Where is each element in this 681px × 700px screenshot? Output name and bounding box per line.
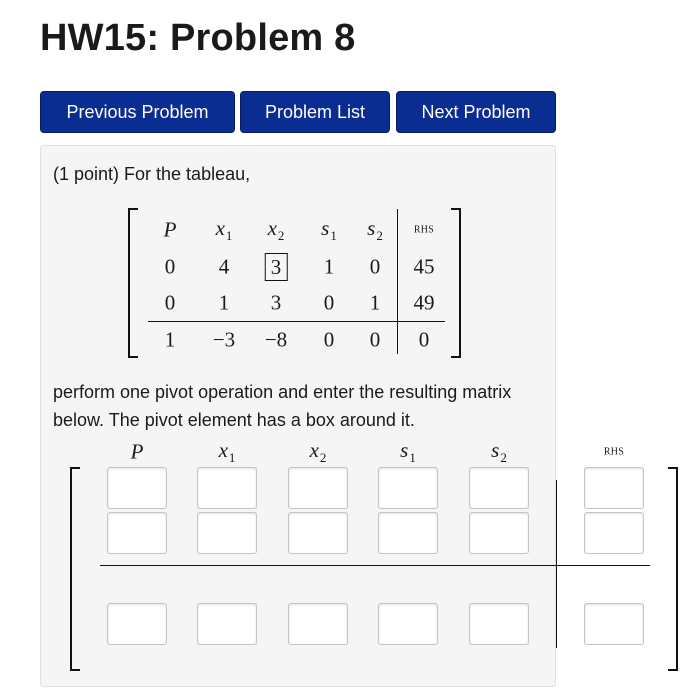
tableau-objective-divider <box>148 321 445 322</box>
answer-left-bracket <box>70 467 80 671</box>
tableau-right-bracket <box>451 208 461 358</box>
tableau-cell: 0 <box>418 327 430 352</box>
tableau-header-rhs: RHS <box>413 224 435 236</box>
answer-rhs-divider <box>556 480 557 648</box>
tableau-cell: 1 <box>218 290 230 315</box>
answer-input-r3-c5[interactable] <box>469 603 529 645</box>
answer-input-r3-c3[interactable] <box>288 603 348 645</box>
answer-input-r2-c2[interactable] <box>197 512 257 554</box>
pivot-element: 3 <box>265 253 288 281</box>
answer-objective-divider <box>100 565 650 566</box>
answer-input-r2-c4[interactable] <box>378 512 438 554</box>
tableau-cell: 3 <box>270 290 282 315</box>
answer-input-r2-c6[interactable] <box>584 512 644 554</box>
tableau-header-p: P <box>163 217 177 242</box>
answer-header-s1: $s_1$ <box>400 438 416 465</box>
answer-input-r3-c6[interactable] <box>584 603 644 645</box>
tableau-rhs-divider <box>397 209 398 354</box>
tableau-cell: 0 <box>164 290 176 315</box>
tableau-header-x1: $x_1$ <box>215 216 233 243</box>
answer-input-r1-c6[interactable] <box>584 467 644 509</box>
tableau-cell: 0 <box>323 290 335 315</box>
tableau-header-s2: $s_2$ <box>367 216 383 243</box>
tableau-cell: 0 <box>164 254 176 279</box>
tableau-cell: 1 <box>323 254 335 279</box>
problem-list-button[interactable]: Problem List <box>240 91 390 133</box>
answer-header-s2: $s_2$ <box>491 438 507 465</box>
answer-header-rhs: RHS <box>603 446 625 458</box>
answer-input-r2-c1[interactable] <box>107 512 167 554</box>
tableau-cell: 1 <box>164 327 176 352</box>
answer-input-r1-c4[interactable] <box>378 467 438 509</box>
tableau-cell: 0 <box>323 327 335 352</box>
tableau-cell: −8 <box>264 327 288 352</box>
answer-input-r3-c1[interactable] <box>107 603 167 645</box>
tableau-cell: 49 <box>413 290 435 315</box>
answer-input-r2-c5[interactable] <box>469 512 529 554</box>
previous-problem-button[interactable]: Previous Problem <box>40 91 235 133</box>
answer-header-p: P <box>130 439 144 464</box>
tableau-cell: 0 <box>369 254 381 279</box>
answer-header-x1: $x_1$ <box>218 438 236 465</box>
answer-header-x2: $x_2$ <box>309 438 327 465</box>
answer-input-r1-c1[interactable] <box>107 467 167 509</box>
answer-input-r1-c5[interactable] <box>469 467 529 509</box>
problem-instruction: perform one pivot operation and enter the resulting matrix below. The pivot element has a box around it. <box>53 382 512 430</box>
tableau-header-x2: $x_2$ <box>267 216 285 243</box>
page-title: HW15: Problem 8 <box>40 17 356 59</box>
tableau-cell: 1 <box>369 290 381 315</box>
answer-input-r2-c3[interactable] <box>288 512 348 554</box>
tableau-cell: 45 <box>413 254 435 279</box>
tableau-cell: 4 <box>218 254 230 279</box>
problem-intro: (1 point) For the tableau, <box>53 164 251 184</box>
answer-input-r1-c2[interactable] <box>197 467 257 509</box>
answer-input-r1-c3[interactable] <box>288 467 348 509</box>
tableau-left-bracket <box>128 208 138 358</box>
next-problem-button[interactable]: Next Problem <box>396 91 556 133</box>
answer-input-r3-c4[interactable] <box>378 603 438 645</box>
tableau-cell: −3 <box>212 327 236 352</box>
answer-right-bracket <box>668 467 678 671</box>
tableau-header-s1: $s_1$ <box>321 216 337 243</box>
tableau-cell: 0 <box>369 327 381 352</box>
answer-input-r3-c2[interactable] <box>197 603 257 645</box>
